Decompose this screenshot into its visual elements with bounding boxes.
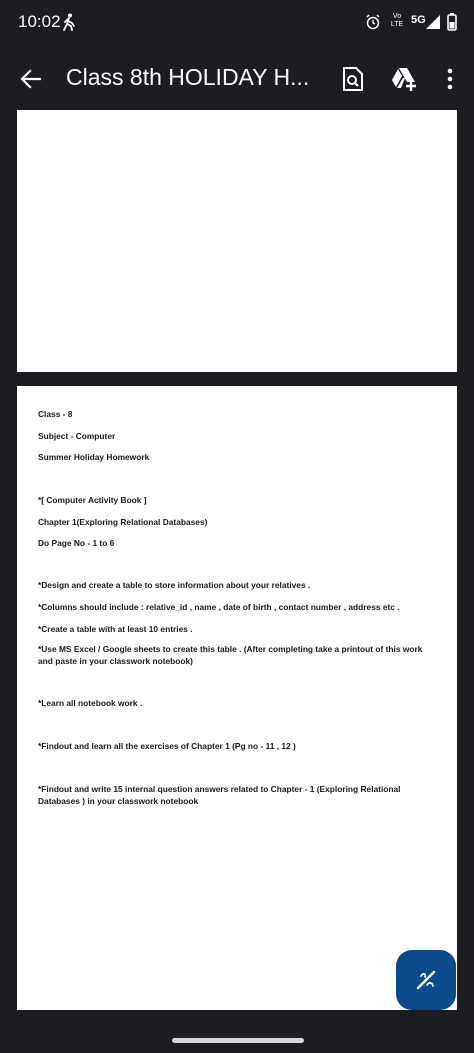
doc-line-entries: *Create a table with at least 10 entries . [38,624,193,634]
more-options-button[interactable] [440,64,460,94]
battery-icon [447,13,457,31]
search-in-document-button[interactable] [338,64,368,94]
doc-line-learn-notebook: *Learn all notebook work . [38,698,143,708]
add-to-drive-button[interactable] [388,64,420,94]
back-button[interactable] [14,62,48,96]
volte-badge [389,13,405,29]
app-bar [0,50,474,108]
document-page-1[interactable] [17,110,457,372]
walk-icon [62,13,76,31]
alarm-icon [365,14,381,30]
edit-pen-icon [413,967,439,993]
doc-line-pages: Do Page No - 1 to 6 [38,538,115,548]
edit-fab-button[interactable] [396,950,456,1010]
status-time: 10:02 [18,12,61,31]
network-type: 5G [411,14,426,26]
volte-bottom: LTE [390,21,404,28]
doc-line-design-table: *Design and create a table to store information about your relatives . [38,580,311,590]
doc-line-homework-title: Summer Holiday Homework [38,452,150,462]
doc-line-class: Class - 8 [38,409,73,419]
document-title: Class 8th HOLIDAY H... [66,64,310,90]
doc-line-ms-excel: *Use MS Excel / Google sheets to create this table . (After completing take a printout of this work and paste in your classwork notebook) [38,644,423,666]
drive-add-icon [390,67,418,91]
more-vert-icon [447,68,453,90]
doc-line-subject: Subject - Computer [38,431,116,441]
volte-top: Vo [392,13,402,20]
search-document-icon [342,67,364,91]
status-bar [0,0,474,44]
doc-line-columns: *Columns should include : relative_id , name , date of birth , contact number , address etc . [38,602,400,612]
doc-line-exercises: *Findout and learn all the exercises of Chapter 1 (Pg no - 11 , 12 ) [38,741,296,751]
back-arrow-icon [20,68,42,90]
home-indicator[interactable] [172,1038,304,1043]
doc-line-activity-book: *[ Computer Activity Book ] [38,495,147,505]
document-page-2[interactable] [17,386,457,1010]
signal-icon [426,15,440,29]
doc-line-internal-questions: *Findout and write 15 internal question answers related to Chapter - 1 (Exploring Relational Databases ) in your classwork notebook [38,784,401,806]
doc-line-chapter: Chapter 1(Exploring Relational Databases) [38,517,208,527]
